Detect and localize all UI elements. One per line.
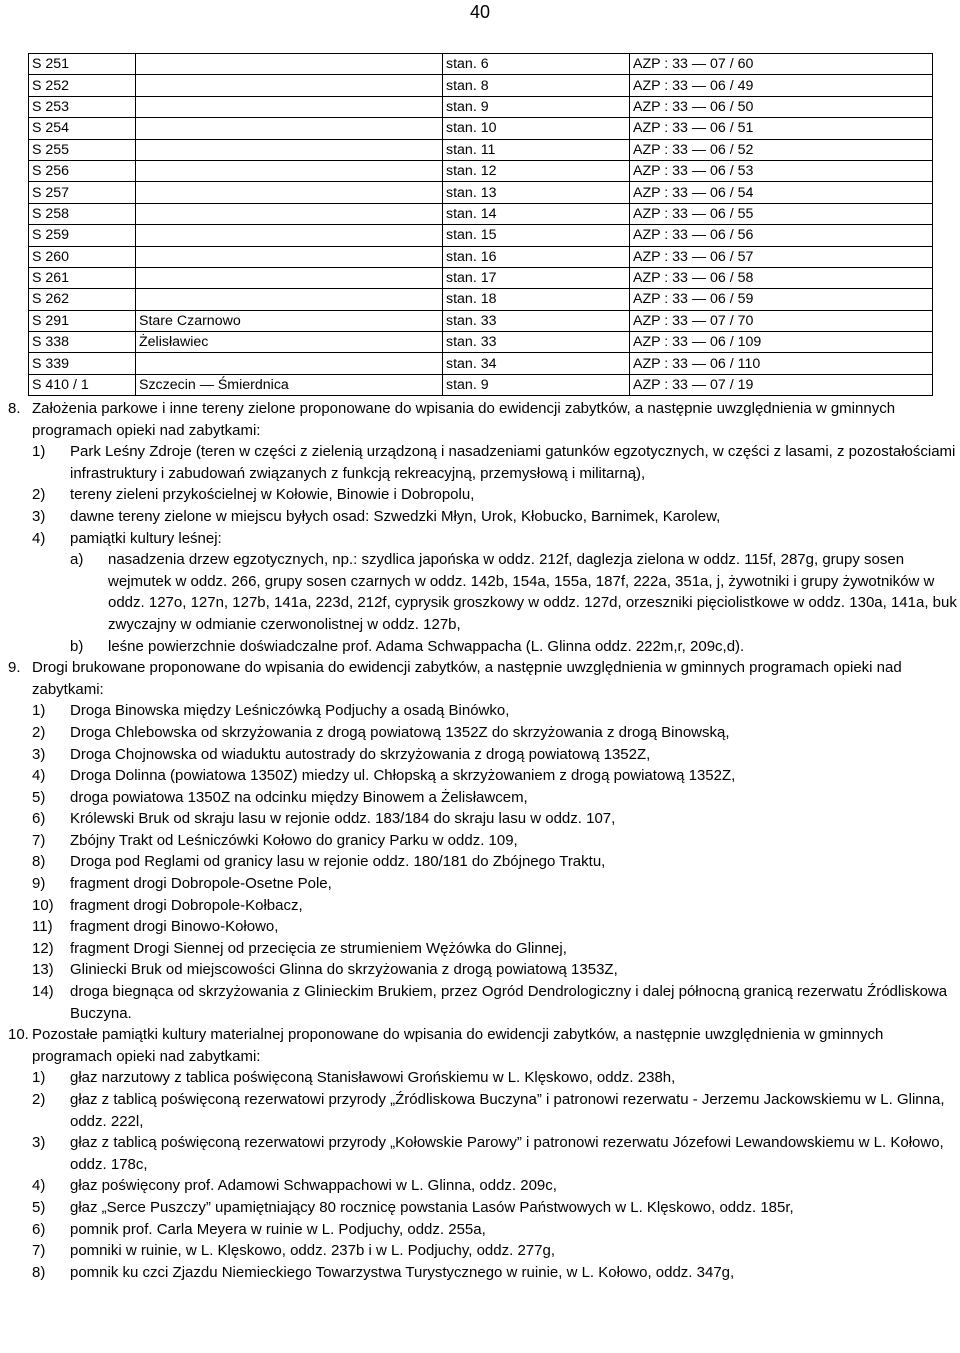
table-row bbox=[29, 203, 933, 224]
site-number-cell: S 410 / 1 bbox=[29, 374, 136, 395]
list-item-number: 6) bbox=[32, 810, 46, 828]
list-item-text: głaz narzutowy z tablica poświęconą Stanisławowi Grońskiemu w L. Klęskowo, oddz. 238h, bbox=[70, 1069, 676, 1087]
list-item bbox=[32, 441, 960, 484]
table-row bbox=[29, 353, 933, 374]
sub-list-item-text: nasadzenia drzew egzotycznych, np.: szydlica japońska w oddz. 212f, daglezja zielona w oddz. 115f, 287g, grupy sosen wejmutek w oddz. 266, grupy sosen czarnych w oddz. 142b, 154a, 155a, 187f, 222a, 351a, j, żywotniki i grupy żywotników w oddz. 127o, 127n, 127b, 141a, 223d, 212f, cyprysik groszkowy w oddz. 127d, orzeszniki pięciolistkowe w oddz. 130a, 141a, buk zwyczajny w odmianie czerwonolistnej w oddz. 127b, bbox=[108, 551, 957, 633]
azp-cell: AZP : 33 — 06 / 50 bbox=[630, 96, 933, 117]
list-item bbox=[32, 1197, 960, 1219]
azp-cell: AZP : 33 — 06 / 52 bbox=[630, 139, 933, 160]
stan-cell: stan. 17 bbox=[443, 267, 630, 288]
list-item bbox=[32, 1089, 960, 1132]
place-cell bbox=[136, 289, 443, 310]
sub-list-item-letter: a) bbox=[70, 551, 84, 569]
list-item bbox=[32, 528, 960, 550]
list-item-number: 11) bbox=[32, 918, 53, 936]
stan-cell: stan. 18 bbox=[443, 289, 630, 310]
list-item-text: fragment drogi Dobropole-Osetne Pole, bbox=[70, 875, 332, 893]
table-row bbox=[29, 310, 933, 331]
list-item-text: pomnik ku czci Zjazdu Niemieckiego Towarzystwa Turystycznego w ruinie, w L. Kołowo, oddz. 347g, bbox=[70, 1263, 735, 1281]
site-number-cell: S 259 bbox=[29, 225, 136, 246]
section-intro: Drogi brukowane proponowane do wpisania do ewidencji zabytków, a następnie uwzględnienia w gminnych programach opieki nad zabytkami: bbox=[32, 659, 902, 698]
table-row bbox=[29, 54, 933, 75]
sub-list-item-letter: b) bbox=[70, 637, 84, 655]
list-item-text: tereny zieleni przykościelnej w Kołowie, Binowie i Dobropolu, bbox=[70, 486, 475, 504]
table-row bbox=[29, 75, 933, 96]
table-row bbox=[29, 182, 933, 203]
site-number-cell: S 255 bbox=[29, 139, 136, 160]
list-item bbox=[32, 1262, 960, 1284]
place-cell bbox=[136, 225, 443, 246]
list-item-number: 13) bbox=[32, 961, 54, 979]
sub-list-item bbox=[70, 636, 960, 658]
section-number: 10. bbox=[8, 1026, 29, 1044]
list-item-text: droga powiatowa 1350Z na odcinku między Binowem a Żelisławcem, bbox=[70, 788, 528, 806]
list-item-text: Droga Chojnowska od wiaduktu autostrady do skrzyżowania z drogą powiatową 1352Z, bbox=[70, 745, 651, 763]
list-item-number: 9) bbox=[32, 875, 46, 893]
azp-cell: AZP : 33 — 06 / 56 bbox=[630, 225, 933, 246]
place-cell bbox=[136, 54, 443, 75]
sub-list-item bbox=[70, 549, 960, 635]
azp-cell: AZP : 33 — 07 / 19 bbox=[630, 374, 933, 395]
list-item bbox=[32, 722, 960, 744]
list-item bbox=[32, 787, 960, 809]
place-cell bbox=[136, 118, 443, 139]
list-item bbox=[32, 830, 960, 852]
azp-cell: AZP : 33 — 06 / 109 bbox=[630, 332, 933, 353]
azp-cell: AZP : 33 — 07 / 70 bbox=[630, 310, 933, 331]
stan-cell: stan. 12 bbox=[443, 160, 630, 181]
site-number-cell: S 261 bbox=[29, 267, 136, 288]
list-item bbox=[32, 916, 960, 938]
azp-cell: AZP : 33 — 06 / 110 bbox=[630, 353, 933, 374]
stan-cell: stan. 8 bbox=[443, 75, 630, 96]
place-cell bbox=[136, 182, 443, 203]
sub-list-item-text: leśne powierzchnie doświadczalne prof. Adama Schwappacha (L. Glinna oddz. 222m,r, 209c,d). bbox=[108, 637, 745, 655]
section-intro: Pozostałe pamiątki kultury materialnej proponowane do wpisania do ewidencji zabytków, a następnie uwzględnienia w gminnych programach opieki nad zabytkami: bbox=[32, 1026, 884, 1065]
list-item-number: 6) bbox=[32, 1220, 46, 1238]
azp-cell: AZP : 33 — 06 / 55 bbox=[630, 203, 933, 224]
list-item-text: Gliniecki Bruk od miejscowości Glinna do skrzyżowania z drogą powiatową 1353Z, bbox=[70, 961, 618, 979]
azp-cell: AZP : 33 — 06 / 57 bbox=[630, 246, 933, 267]
place-cell bbox=[136, 96, 443, 117]
list-item bbox=[32, 1175, 960, 1197]
azp-cell: AZP : 33 — 07 / 60 bbox=[630, 54, 933, 75]
list-item-text: fragment Drogi Siennej od przecięcia ze strumieniem Wężówka do Glinnej, bbox=[70, 939, 567, 957]
stan-cell: stan. 16 bbox=[443, 246, 630, 267]
stan-cell: stan. 6 bbox=[443, 54, 630, 75]
site-number-cell: S 260 bbox=[29, 246, 136, 267]
site-number-cell: S 258 bbox=[29, 203, 136, 224]
list-item-text: Droga Chlebowska od skrzyżowania z drogą powiatową 1352Z do skrzyżowania z drogą Binowską, bbox=[70, 723, 730, 741]
site-number-cell: S 256 bbox=[29, 160, 136, 181]
site-number-cell: S 254 bbox=[29, 118, 136, 139]
place-cell bbox=[136, 246, 443, 267]
list-item-text: głaz poświęcony prof. Adamowi Schwappachowi w L. Glinna, oddz. 209c, bbox=[70, 1177, 557, 1195]
list-item bbox=[32, 895, 960, 917]
table-row bbox=[29, 267, 933, 288]
list-item-number: 2) bbox=[32, 486, 46, 504]
list-item bbox=[32, 700, 960, 722]
list-item bbox=[32, 1240, 960, 1262]
stan-cell: stan. 10 bbox=[443, 118, 630, 139]
list-item-text: głaz z tablicą poświęconą rezerwatowi przyrody „Kołowskie Parowy” i patronowi rezerwatu Józefowi Lewandowskiemu w L. Kołowo, oddz. 178c, bbox=[70, 1134, 944, 1173]
sub-list bbox=[70, 549, 960, 657]
list-item bbox=[32, 959, 960, 981]
list-item-number: 14) bbox=[32, 983, 54, 1001]
list-item-number: 1) bbox=[32, 1069, 46, 1087]
place-cell bbox=[136, 75, 443, 96]
list-item-text: Droga Binowska między Leśniczówką Podjuchy a osadą Binówko, bbox=[70, 702, 510, 720]
list-item bbox=[32, 506, 960, 528]
list-item bbox=[32, 484, 960, 506]
document-body bbox=[8, 398, 960, 1283]
section bbox=[8, 1024, 960, 1283]
table-row bbox=[29, 160, 933, 181]
list-item-text: Zbójny Trakt od Leśniczówki Kołowo do granicy Parku w oddz. 109, bbox=[70, 831, 518, 849]
place-cell bbox=[136, 160, 443, 181]
list-item-text: Królewski Bruk od skraju lasu w rejonie oddz. 183/184 do skraju lasu w oddz. 107, bbox=[70, 810, 616, 828]
stan-cell: stan. 9 bbox=[443, 374, 630, 395]
section-intro: Założenia parkowe i inne tereny zielone proponowane do wpisania do ewidencji zabytków, a następnie uwzględnienia w gminnych programach opieki nad zabytkami: bbox=[32, 400, 896, 439]
stan-cell: stan. 15 bbox=[443, 225, 630, 246]
list-item bbox=[32, 1067, 960, 1089]
list-item-text: pamiątki kultury leśnej: bbox=[70, 529, 222, 547]
azp-cell: AZP : 33 — 06 / 59 bbox=[630, 289, 933, 310]
place-cell: Szczecin — Śmierdnica bbox=[136, 374, 443, 395]
list-item-number: 4) bbox=[32, 1177, 46, 1195]
list-item bbox=[32, 873, 960, 895]
stan-cell: stan. 34 bbox=[443, 353, 630, 374]
list-item-text: dawne tereny zielone w miejscu byłych osad: Szwedzki Młyn, Urok, Kłobucko, Barnimek, Karolew, bbox=[70, 507, 721, 525]
table-row bbox=[29, 118, 933, 139]
page-number: 40 bbox=[469, 2, 491, 22]
list-item-number: 4) bbox=[32, 529, 46, 547]
stan-cell: stan. 14 bbox=[443, 203, 630, 224]
list-item-text: fragment drogi Binowo-Kołowo, bbox=[70, 918, 279, 936]
section bbox=[8, 398, 960, 657]
place-cell bbox=[136, 203, 443, 224]
stan-cell: stan. 13 bbox=[443, 182, 630, 203]
list-item bbox=[32, 1132, 960, 1175]
list-item-number: 10) bbox=[32, 896, 54, 914]
azp-cell: AZP : 33 — 06 / 54 bbox=[630, 182, 933, 203]
list-item-number: 5) bbox=[32, 1198, 46, 1216]
list-item-number: 7) bbox=[32, 831, 46, 849]
list-item-text: Droga pod Reglami od granicy lasu w rejonie oddz. 180/181 do Zbójnego Traktu, bbox=[70, 853, 606, 871]
list-item-text: Droga Dolinna (powiatowa 1350Z) miedzy ul. Chłopską a skrzyżowaniem z drogą powiatową 1352Z, bbox=[70, 767, 736, 785]
table-row bbox=[29, 374, 933, 395]
list-item-number: 12) bbox=[32, 939, 54, 957]
list-item bbox=[32, 851, 960, 873]
list-item-number: 3) bbox=[32, 507, 46, 525]
list-item-text: głaz „Serce Puszczy” upamiętniający 80 rocznicę powstania Lasów Państwowych w L. Klęskowo, oddz. 185r, bbox=[70, 1198, 794, 1216]
azp-cell: AZP : 33 — 06 / 49 bbox=[630, 75, 933, 96]
list-item-text: Park Leśny Zdroje (teren w części z zielenią urządzoną i nasadzeniami gatunków egzotycznych, w części z lasami, z pozostałościami infrastruktury i zabudowań związanych z funkcją rekreacyjną, przemysłową i militarną), bbox=[70, 443, 956, 482]
site-number-cell: S 253 bbox=[29, 96, 136, 117]
site-number-cell: S 251 bbox=[29, 54, 136, 75]
azp-cell: AZP : 33 — 06 / 58 bbox=[630, 267, 933, 288]
section-number: 9. bbox=[8, 659, 21, 677]
list-item bbox=[32, 981, 960, 1024]
list-item-text: droga biegnąca od skrzyżowania z Glinieckim Brukiem, przez Ogród Dendrologiczny i dalej północną granicą rezerwatu Źródliskowa Buczyna. bbox=[70, 983, 948, 1022]
list-item-number: 8) bbox=[32, 1263, 46, 1281]
list-item bbox=[32, 1219, 960, 1241]
azp-cell: AZP : 33 — 06 / 53 bbox=[630, 160, 933, 181]
site-number-cell: S 338 bbox=[29, 332, 136, 353]
list-item-number: 4) bbox=[32, 767, 46, 785]
table-row bbox=[29, 139, 933, 160]
list-item bbox=[32, 808, 960, 830]
place-cell bbox=[136, 267, 443, 288]
stan-cell: stan. 33 bbox=[443, 332, 630, 353]
place-cell: Żelisławiec bbox=[136, 332, 443, 353]
list-item bbox=[32, 744, 960, 766]
list-item-number: 3) bbox=[32, 745, 46, 763]
stan-cell: stan. 11 bbox=[443, 139, 630, 160]
site-number-cell: S 257 bbox=[29, 182, 136, 203]
list-item-text: głaz z tablicą poświęconą rezerwatowi przyrody „Źródliskowa Buczyna” i patronowi rezerwatu - Jerzemu Jackowskiemu w L. Glinna, oddz. 222l, bbox=[70, 1091, 945, 1130]
table-row bbox=[29, 289, 933, 310]
site-number-cell: S 339 bbox=[29, 353, 136, 374]
table-row bbox=[29, 246, 933, 267]
table-row bbox=[29, 225, 933, 246]
place-cell: Stare Czarnowo bbox=[136, 310, 443, 331]
list-item bbox=[32, 938, 960, 960]
stan-cell: stan. 9 bbox=[443, 96, 630, 117]
list-item bbox=[32, 765, 960, 787]
stan-cell: stan. 33 bbox=[443, 310, 630, 331]
list-item-number: 3) bbox=[32, 1134, 46, 1152]
list-item-text: pomnik prof. Carla Meyera w ruinie w L. Podjuchy, oddz. 255a, bbox=[70, 1220, 486, 1238]
table-row bbox=[29, 332, 933, 353]
place-cell bbox=[136, 139, 443, 160]
list-item-text: fragment drogi Dobropole-Kołbacz, bbox=[70, 896, 303, 914]
monument-registry-table bbox=[28, 53, 933, 396]
site-number-cell: S 291 bbox=[29, 310, 136, 331]
site-number-cell: S 262 bbox=[29, 289, 136, 310]
list-item-number: 2) bbox=[32, 723, 46, 741]
list-item-number: 2) bbox=[32, 1091, 46, 1108]
list-item-number: 1) bbox=[32, 702, 46, 720]
list-item-number: 7) bbox=[32, 1242, 46, 1260]
list-item-number: 1) bbox=[32, 443, 46, 461]
section bbox=[8, 657, 960, 1024]
list-item-number: 5) bbox=[32, 788, 46, 806]
azp-cell: AZP : 33 — 06 / 51 bbox=[630, 118, 933, 139]
place-cell bbox=[136, 353, 443, 374]
list-item-text: pomniki w ruinie, w L. Klęskowo, oddz. 237b i w L. Podjuchy, oddz. 277g, bbox=[70, 1242, 555, 1260]
site-number-cell: S 252 bbox=[29, 75, 136, 96]
table-row bbox=[29, 96, 933, 117]
section-number: 8. bbox=[8, 400, 21, 417]
list-item-number: 8) bbox=[32, 853, 46, 871]
